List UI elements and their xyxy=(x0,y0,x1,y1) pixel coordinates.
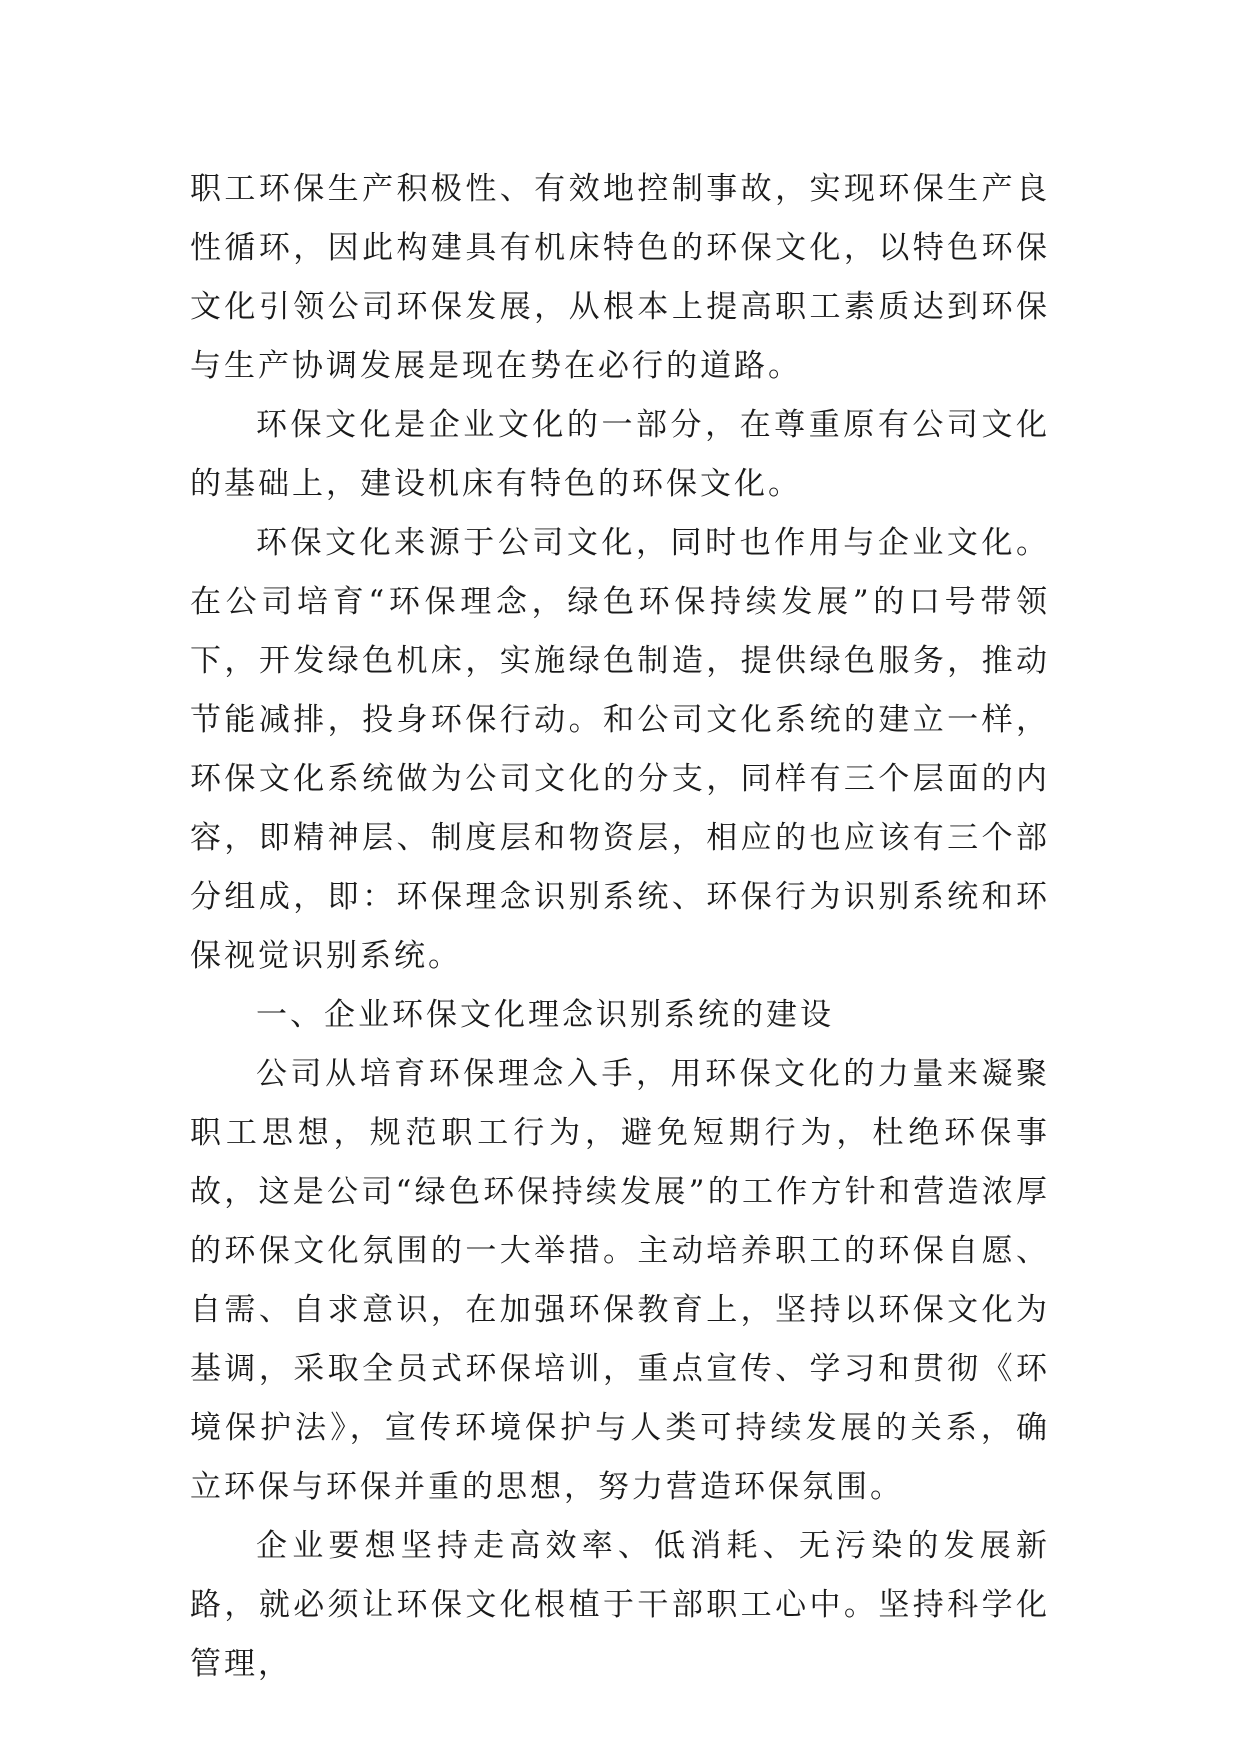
paragraph-4: 公司从培育环保理念入手，用环保文化的力量来凝聚职工思想，规范职工行为，避免短期行为，杜绝环保事故，这是公司“绿色环保持续发展”的工作方针和营造浓厚的环保文化氛围的一大举措。主动培养职工的环保自愿、自需、自求意识，在加强环保教育上，坚持以环保文化为基调，采取全员式环保培训，重点宣传、学习和贯彻《环境保护法》，宣传环境保护与人类可持续发展的关系，确立环保与环保并重的思想，努力营造环保氛围。 xyxy=(190,1056,1050,1505)
paragraph-2: 环保文化是企业文化的一部分，在尊重原有公司文化的基础上，建设机床有特色的环保文化。 xyxy=(190,407,1050,502)
document-body xyxy=(190,160,1050,1694)
paragraph-5: 企业要想坚持走高效率、低消耗、无污染的发展新路，就必须让环保文化根植于干部职工心中。坚持科学化管理， xyxy=(190,1528,1050,1682)
paragraph-3: 环保文化来源于公司文化，同时也作用与企业文化。在公司培育“环保理念，绿色环保持续发展”的口号带领下，开发绿色机床，实施绿色制造，提供绿色服务，推动节能减排，投身环保行动。和公司文化系统的建立一样，环保文化系统做为公司文化的分支，同样有三个层面的内容，即精神层、制度层和物资层，相应的也应该有三个部分组成，即：环保理念识别系统、环保行为识别系统和环保视觉识别系统。 xyxy=(190,525,1050,974)
section-heading-1: 一、企业环保文化理念识别系统的建设 xyxy=(256,997,834,1033)
paragraph-1: 职工环保生产积极性、有效地控制事故，实现环保生产良性循环，因此构建具有机床特色的环保文化，以特色环保文化引领公司环保发展，从根本上提高职工素质达到环保与生产协调发展是现在势在必行的道路。 xyxy=(190,171,1050,384)
